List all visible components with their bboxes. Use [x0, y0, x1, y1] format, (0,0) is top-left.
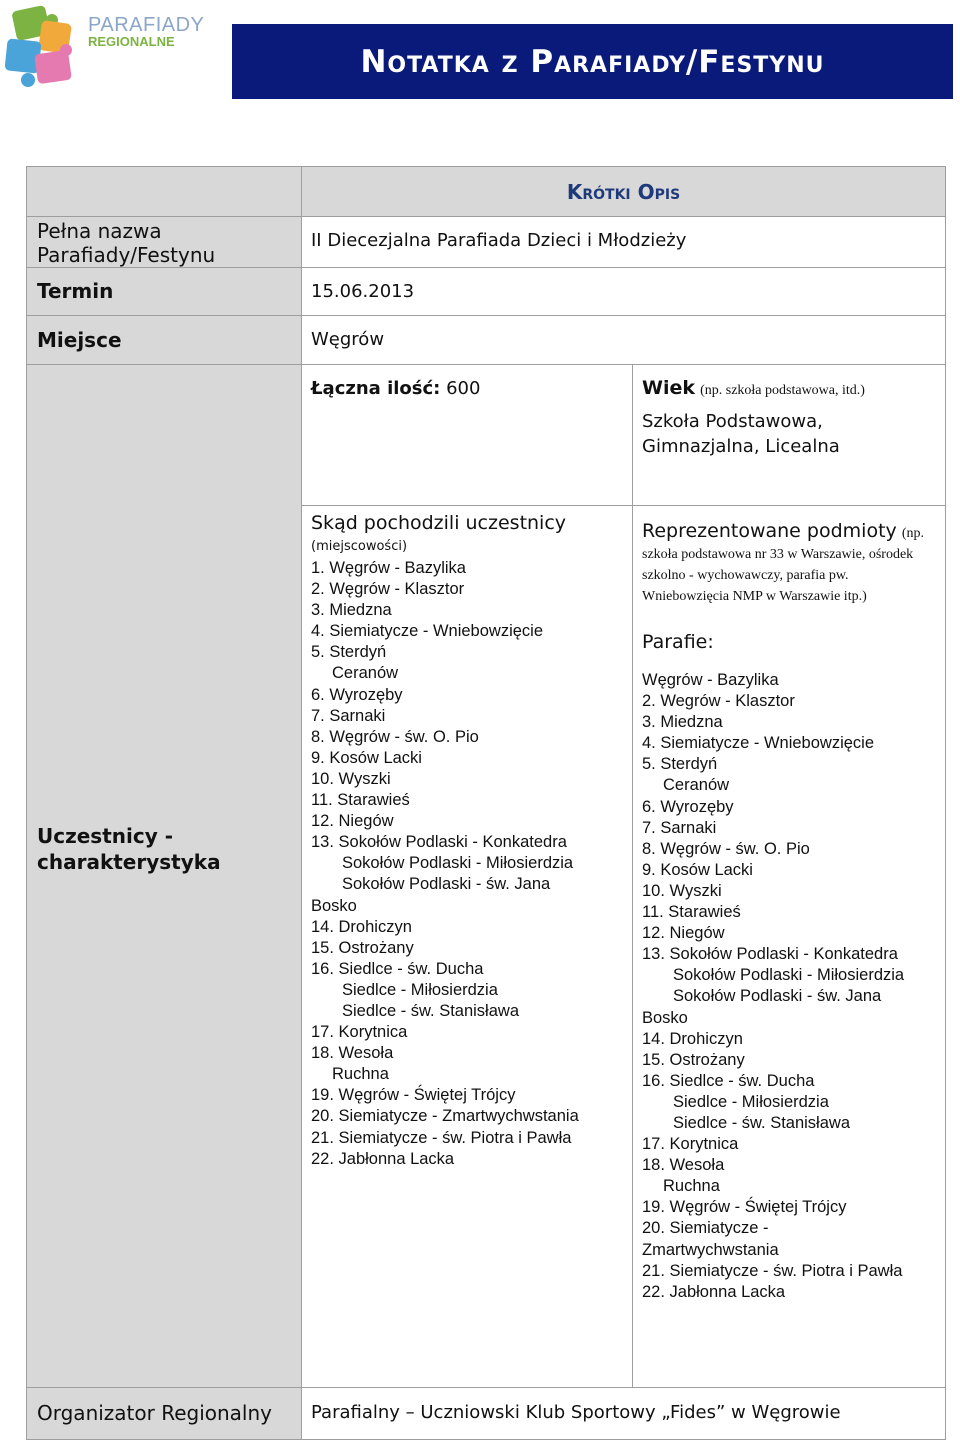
place-value-cell [301, 315, 946, 365]
full-name-label-cell [26, 216, 302, 268]
date-value-cell [301, 267, 946, 316]
list-item: 7. Sarnaki [311, 706, 386, 725]
list-item: Ruchna [663, 1177, 720, 1196]
list-item: Bosko [642, 1008, 688, 1027]
parishes-label: Parafie: [642, 631, 714, 653]
list-item: Sokołów Podlaski - Miłosierdzia [342, 854, 574, 873]
list-item: 13. Sokołów Podlaski - Konkatedra [642, 945, 898, 964]
origin-cell [301, 505, 633, 1388]
list-item: Ceranów [663, 776, 730, 795]
logo-text-regionalne: REGIONALNE [88, 34, 175, 49]
full-name-label: Pełna nazwa Parafiady/Festynu [37, 219, 216, 267]
list-item: 14. Drohiczyn [311, 917, 412, 936]
place-label: Miejsce [37, 328, 122, 352]
full-name-value: II Diecezjalna Parafiada Dzieci i Młodzieży [311, 230, 687, 251]
organizer-label: Organizator Regionalny [37, 1401, 272, 1425]
list-item: Zmartwychwstania [642, 1240, 779, 1259]
date-label: Termin [37, 279, 114, 303]
title-banner [232, 24, 953, 99]
age-value: Szkoła Podstawowa, Gimnazjalna, Licealna [642, 411, 840, 457]
list-item: 22. Jabłonna Lacka [311, 1149, 455, 1168]
date-value: 15.06.2013 [311, 281, 415, 302]
list-item: 17. Korytnica [311, 1023, 408, 1042]
date-label-cell [26, 267, 302, 316]
puzzle-logo-icon [0, 0, 90, 100]
list-item: 9. Kosów Lacki [642, 860, 753, 879]
list-item: 6. Wyrozęby [642, 797, 734, 816]
list-item: Siedlce - św. Stanisława [673, 1113, 850, 1132]
place-label-cell [26, 315, 302, 365]
parafiady-logo [0, 0, 205, 100]
place-value: Węgrów [311, 329, 385, 350]
list-item: 20. Siemiatycze - Zmartwychwstania [311, 1107, 579, 1126]
list-item: 16. Siedlce - św. Ducha [642, 1071, 815, 1090]
organizer-value-cell [301, 1387, 946, 1440]
list-item: 10. Wyszki [642, 881, 722, 900]
list-item: Sokołów Podlaski - św. Jana [342, 875, 551, 894]
list-item: 11. Starawieś [311, 791, 410, 810]
age-cell [632, 364, 946, 506]
list-item: 15. Ostrożany [642, 1050, 745, 1069]
list-item: 8. Węgrów - św. O. Pio [642, 839, 810, 858]
list-item: 18. Wesoła [642, 1156, 725, 1175]
list-item: Bosko [311, 896, 357, 915]
entities-hint: (np. szkoła podstawowa nr 33 w Warszawie, ośrodek szkolno - wychowawczy, parafia pw. Wniebowzięcia NMP w Warszawie itp.) [642, 526, 925, 604]
list-item: 1. Węgrów - Bazylika [311, 559, 466, 577]
entities-cell [632, 505, 946, 1388]
list-item: 21. Siemiatycze - św. Piotra i Pawła [311, 1128, 572, 1147]
list-item: Węgrów - Bazylika [642, 671, 779, 689]
list-item: 20. Siemiatycze - [642, 1219, 769, 1238]
total-count-cell [301, 364, 633, 506]
list-item: 4. Siemiatycze - Wniebowzięcie [311, 622, 543, 641]
participants-label: Uczestnicy - charakterystyka [37, 824, 221, 874]
list-item: Ceranów [332, 664, 399, 683]
list-item: 19. Węgrów - Świętej Trójcy [311, 1086, 516, 1105]
list-item: 22. Jabłonna Lacka [642, 1282, 786, 1301]
list-item: Siedlce - Miłosierdzia [673, 1092, 829, 1111]
list-item: 3. Miedzna [642, 713, 723, 732]
list-item: 15. Ostrożany [311, 938, 414, 957]
list-item: 13. Sokołów Podlaski - Konkatedra [311, 833, 567, 852]
page-title: Notatka z Parafiady/Festynu [360, 43, 825, 80]
entities-label: Reprezentowane podmioty [642, 520, 897, 542]
list-item: 11. Starawieś [642, 903, 741, 922]
list-item: 21. Siemiatycze - św. Piotra i Pawła [642, 1261, 903, 1280]
list-item: 5. Sterdyń [642, 755, 718, 774]
header-short-desc-cell [301, 166, 946, 217]
age-label: Wiek [642, 377, 695, 399]
list-item: 16. Siedlce - św. Ducha [311, 959, 484, 978]
report-table [26, 166, 946, 1440]
full-name-value-cell [301, 216, 946, 268]
list-item: 4. Siemiatycze - Wniebowzięcie [642, 734, 874, 753]
list-item: 18. Wesoła [311, 1044, 394, 1063]
origin-label: Skąd pochodzili uczestnicy [311, 512, 567, 534]
list-item: 14. Drohiczyn [642, 1029, 743, 1048]
list-item: 12. Niegów [311, 812, 394, 831]
parishes-list [642, 670, 904, 1303]
list-item: 10. Wyszki [311, 769, 391, 788]
list-item: 5. Sterdyń [311, 643, 387, 662]
list-item: 6. Wyrozęby [311, 685, 403, 704]
list-item: 12. Niegów [642, 924, 725, 943]
list-item: Ruchna [332, 1065, 389, 1084]
list-item: Sokołów Podlaski - Miłosierdzia [673, 966, 905, 985]
list-item: 7. Sarnaki [642, 818, 717, 837]
organizer-value: Parafialny – Uczniowski Klub Sportowy „Fides” w Węgrowie [311, 1402, 841, 1423]
logo-text-parafiady: PARAFIADY [88, 14, 205, 36]
list-item: Siedlce - św. Stanisława [342, 1001, 519, 1020]
short-desc-heading: Krótki Opis [566, 179, 681, 204]
total-label: Łączna ilość: [311, 378, 441, 399]
age-hint: (np. szkoła podstawowa, itd.) [700, 383, 865, 398]
list-item: Siedlce - Miłosierdzia [342, 980, 498, 999]
list-item: 19. Węgrów - Świętej Trójcy [642, 1198, 847, 1217]
participants-label-cell [26, 364, 302, 1388]
list-item: Sokołów Podlaski - św. Jana [673, 987, 882, 1006]
total-value: 600 [446, 378, 481, 399]
origin-hint: (miejscowości) [311, 539, 408, 554]
header-empty-cell [26, 166, 302, 217]
list-item: 2. Wegrów - Klasztor [642, 692, 795, 711]
origin-list [311, 558, 579, 1170]
list-item: 8. Węgrów - św. O. Pio [311, 727, 479, 746]
list-item: 17. Korytnica [642, 1135, 739, 1154]
list-item: 3. Miedzna [311, 601, 392, 620]
organizer-label-cell [26, 1387, 302, 1440]
list-item: 9. Kosów Lacki [311, 748, 422, 767]
list-item: 2. Węgrów - Klasztor [311, 580, 465, 599]
